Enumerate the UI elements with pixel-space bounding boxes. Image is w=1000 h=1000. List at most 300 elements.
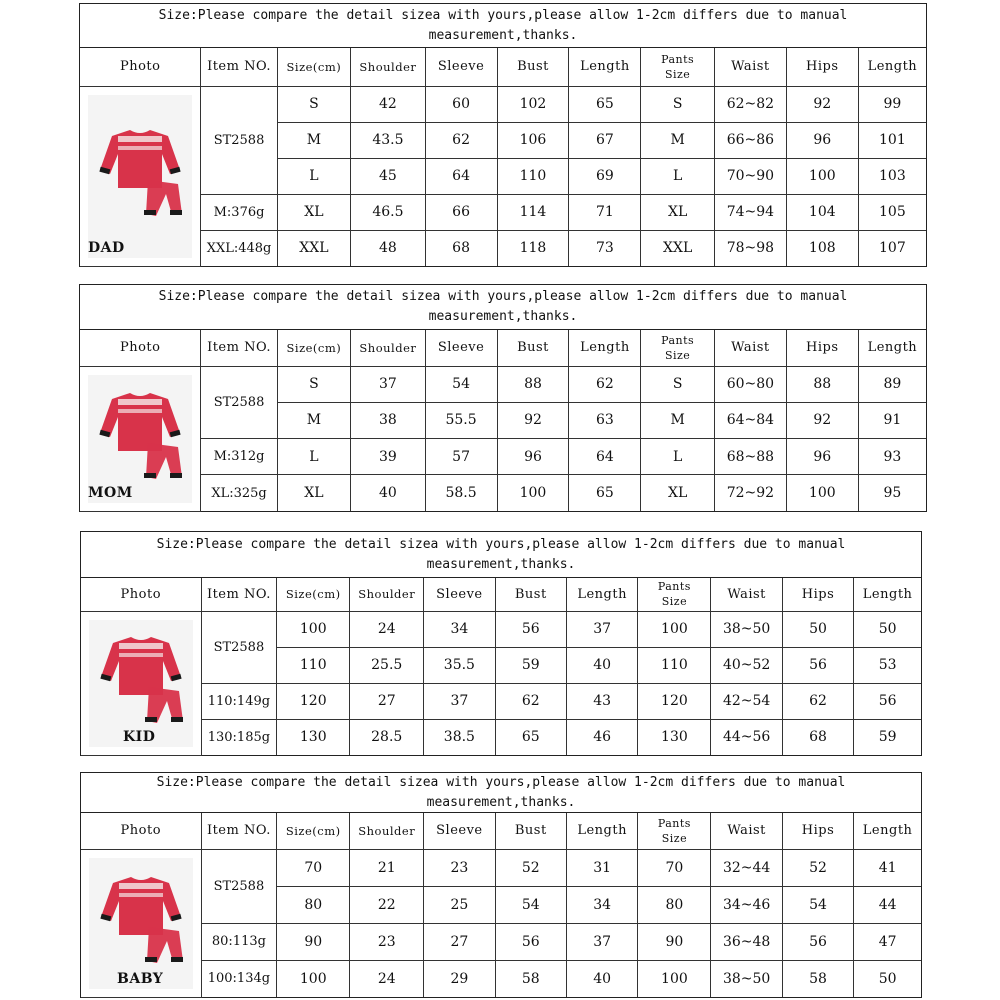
bust-value: 102	[519, 96, 547, 112]
shoulder-cell	[351, 402, 425, 438]
shoulder-cell	[351, 86, 425, 122]
weight-cell	[201, 230, 277, 266]
measurement-table	[80, 330, 926, 512]
length-cell	[566, 647, 637, 683]
waist-header-text: Waist	[727, 823, 766, 839]
weight-cell	[201, 719, 277, 755]
size-cell	[277, 719, 350, 755]
length-cell	[569, 122, 641, 158]
shoulder-cell	[350, 960, 424, 997]
shoulder-cell	[350, 719, 424, 755]
waist-value: 38~50	[722, 970, 771, 987]
pants-size-header	[641, 330, 715, 366]
waist-cell	[711, 923, 782, 960]
waist-cell	[711, 611, 782, 647]
weight-value: M:376g	[213, 204, 265, 220]
length-header	[566, 813, 637, 849]
pants-length-value: 105	[879, 204, 906, 220]
length-value: 69	[595, 168, 614, 184]
length-value: 73	[595, 240, 614, 257]
hips-cell	[786, 475, 858, 511]
bust-header	[495, 813, 566, 849]
pants-size-cell	[638, 886, 711, 923]
length-cell	[566, 719, 637, 755]
photo-header-text: Photo	[119, 340, 161, 356]
shoulder-value: 37	[378, 376, 397, 393]
length-header-text: Length	[577, 586, 627, 602]
length-cell	[566, 611, 637, 647]
pants-size-cell	[641, 230, 715, 266]
waist-cell	[714, 366, 786, 402]
table-row	[80, 366, 926, 402]
sleeve-cell	[425, 402, 497, 438]
shoulder-header-text: Shoulder	[358, 587, 416, 602]
pants-length-cell	[854, 719, 921, 755]
waist-cell	[711, 719, 782, 755]
photo-header-text: Photo	[119, 59, 161, 75]
shoulder-value: 23	[377, 933, 396, 950]
size-cell	[277, 923, 350, 960]
size-value: XXL	[299, 240, 329, 257]
pants-length-header	[854, 813, 921, 849]
sleeve-cell	[424, 611, 495, 647]
bust-cell	[495, 683, 566, 719]
pants-length-cell	[858, 194, 926, 230]
table-row	[81, 683, 921, 719]
size-cell	[277, 683, 350, 719]
size-value: L	[309, 168, 319, 184]
size-value: L	[309, 448, 319, 465]
hips-header-text: Hips	[801, 823, 835, 839]
bust-cell	[497, 475, 569, 511]
bust-value: 114	[519, 204, 547, 220]
waist-header	[714, 330, 786, 366]
waist-header-text: Waist	[731, 59, 770, 75]
weight-cell	[201, 194, 277, 230]
size-value: M	[306, 412, 322, 429]
shoulder-value: 24	[377, 621, 396, 637]
shoulder-cell	[350, 849, 424, 886]
length-value: 40	[593, 970, 612, 987]
shoulder-value: 21	[377, 859, 396, 876]
bust-value: 110	[519, 168, 547, 184]
waist-value: 42~54	[722, 693, 771, 709]
size-cell	[277, 475, 351, 511]
shoulder-value: 45	[378, 168, 397, 184]
hips-value: 58	[809, 970, 827, 987]
sleeve-header	[425, 330, 497, 366]
photo-frame	[80, 367, 200, 511]
photo-header-text: Photo	[120, 823, 162, 839]
hips-cell	[786, 194, 858, 230]
size-header-text: Size(cm)	[285, 587, 341, 602]
size-value: 80	[304, 896, 323, 913]
bust-value: 88	[524, 376, 542, 393]
size-value: XL	[304, 204, 324, 220]
pants-length-cell	[854, 683, 921, 719]
size-table-mom	[79, 284, 927, 512]
length-cell	[566, 886, 637, 923]
hips-cell	[782, 923, 853, 960]
pants-size-header-line-1: Pants	[657, 816, 691, 830]
pants-size-cell	[638, 647, 711, 683]
shoulder-cell	[350, 923, 424, 960]
title-line-2: measurement,thanks.	[426, 556, 576, 572]
measurement-table	[81, 813, 921, 998]
size-header	[277, 578, 350, 611]
size-value: M	[306, 132, 322, 148]
hips-cell	[782, 886, 853, 923]
pants-size-value: S	[672, 96, 683, 112]
bust-value: 100	[519, 485, 547, 502]
pants-length-header-text: Length	[862, 823, 913, 839]
title-text	[157, 773, 846, 813]
size-header	[277, 330, 351, 366]
size-value: S	[309, 376, 319, 393]
photo-label: MOM	[88, 484, 133, 501]
hips-cell	[782, 683, 853, 719]
sleeve-value: 35.5	[443, 657, 475, 673]
waist-cell	[714, 122, 786, 158]
waist-value: 68~88	[726, 448, 775, 465]
hips-value: 56	[809, 933, 827, 950]
length-cell	[569, 86, 641, 122]
bust-value: 56	[521, 621, 540, 637]
hips-cell	[786, 402, 858, 438]
pants-size-header	[638, 813, 711, 849]
hips-value: 96	[813, 448, 832, 465]
pants-length-cell	[854, 849, 921, 886]
pants-size-header-line-2: Size	[661, 831, 688, 845]
item-no-header-text: Item NO.	[207, 340, 271, 356]
pants-size-value: L	[672, 448, 683, 465]
waist-value: 64~84	[726, 412, 775, 429]
length-value: 62	[595, 376, 614, 393]
length-cell	[569, 439, 641, 475]
waist-cell	[714, 475, 786, 511]
hips-value: 100	[808, 168, 836, 184]
title-line-1: Size:Please compare the detail sizea with yours,please allow 1-2cm differs due to manual	[158, 289, 848, 304]
pants-size-value: 110	[661, 657, 688, 673]
pants-size-value: 100	[661, 970, 688, 987]
weight-cell	[201, 923, 277, 960]
pants-length-value: 50	[878, 621, 897, 637]
pants-length-cell	[858, 402, 926, 438]
hips-cell	[782, 960, 853, 997]
shoulder-cell	[351, 366, 425, 402]
pants-length-value: 41	[878, 859, 897, 876]
length-header-text: Length	[577, 823, 627, 839]
title-line-1: Size:Please compare the detail sizea with yours,please allow 1-2cm differs due to manual	[156, 774, 846, 790]
size-value: 120	[299, 693, 327, 709]
table-title	[81, 532, 921, 578]
waist-value: 62~82	[726, 96, 775, 112]
shoulder-cell	[351, 194, 425, 230]
header-row	[81, 813, 921, 849]
product-photo	[80, 86, 201, 266]
hips-header	[786, 48, 858, 86]
photo-header	[80, 48, 201, 86]
pants-size-cell	[641, 439, 715, 475]
sleeve-value: 34	[450, 621, 469, 637]
sleeve-value: 57	[452, 448, 470, 465]
size-value: XL	[304, 485, 324, 502]
shoulder-header-text: Shoulder	[359, 340, 417, 355]
pants-length-header	[854, 578, 921, 611]
size-header-text: Size(cm)	[286, 59, 342, 74]
pants-size-cell	[641, 194, 715, 230]
weight-value: 80:113g	[211, 934, 266, 949]
pants-length-cell	[858, 122, 926, 158]
sleeve-value: 64	[452, 168, 470, 184]
sleeve-value: 38.5	[443, 729, 475, 746]
length-value: 63	[595, 412, 614, 429]
sleeve-cell	[425, 475, 497, 511]
size-value: S	[309, 96, 319, 112]
photo-frame	[81, 612, 201, 755]
bust-cell	[497, 194, 569, 230]
length-cell	[569, 475, 641, 511]
sleeve-value: 60	[452, 96, 470, 112]
pants-size-header-line-1: Pants	[657, 580, 691, 594]
sleeve-value: 58.5	[445, 485, 477, 502]
size-header	[277, 813, 350, 849]
photo-header	[81, 578, 201, 611]
size-cell	[277, 366, 351, 402]
shoulder-header-text: Shoulder	[358, 823, 416, 838]
waist-cell	[711, 849, 782, 886]
sleeve-header-text: Sleeve	[436, 823, 483, 839]
title-line-1: Size:Please compare the detail sizea with yours,please allow 1-2cm differs due to manual	[158, 7, 848, 23]
pants-size-header-line-2: Size	[664, 67, 691, 81]
size-value: 70	[304, 859, 323, 876]
sleeve-header	[424, 813, 495, 849]
waist-cell	[714, 194, 786, 230]
table-row	[80, 230, 926, 266]
pants-length-value: 107	[879, 240, 906, 257]
sleeve-cell	[425, 158, 497, 194]
hips-value: 62	[809, 693, 827, 709]
length-cell	[566, 923, 637, 960]
shoulder-value: 40	[378, 485, 397, 502]
hips-header-text: Hips	[806, 59, 839, 75]
shoulder-value: 48	[378, 240, 397, 257]
table-row	[80, 439, 926, 475]
pants-length-cell	[858, 86, 926, 122]
hips-header-text: Hips	[806, 340, 839, 356]
sleeve-cell	[425, 194, 497, 230]
length-header-text: Length	[580, 59, 630, 75]
weight-value: 110:149g	[207, 693, 271, 709]
length-value: 40	[593, 657, 612, 673]
sleeve-cell	[425, 230, 497, 266]
sleeve-header-text: Sleeve	[436, 586, 483, 602]
photo-label: KID	[123, 728, 156, 745]
pants-size-header	[638, 578, 711, 611]
size-cell	[277, 86, 351, 122]
length-cell	[569, 402, 641, 438]
pants-size-cell	[638, 683, 711, 719]
shoulder-header-text: Shoulder	[359, 59, 417, 74]
bust-cell	[497, 122, 569, 158]
shoulder-cell	[350, 611, 424, 647]
size-table-kid	[80, 531, 922, 756]
waist-cell	[711, 960, 782, 997]
weight-value: XL:325g	[211, 485, 267, 501]
item-code: ST2588	[213, 878, 265, 894]
shoulder-cell	[351, 158, 425, 194]
item-no-header-text: Item NO.	[206, 586, 271, 602]
sleeve-value: 66	[452, 204, 470, 220]
length-value: 64	[595, 448, 614, 465]
pants-length-cell	[854, 923, 921, 960]
length-value: 71	[595, 204, 614, 220]
waist-value: 34~46	[722, 896, 771, 913]
photo-label: DAD	[88, 239, 125, 256]
bust-header-text: Bust	[517, 59, 549, 75]
hips-cell	[786, 158, 858, 194]
bust-cell	[495, 647, 566, 683]
title-text	[159, 287, 848, 327]
item-code: ST2588	[213, 132, 265, 148]
waist-cell	[714, 402, 786, 438]
length-value: 31	[593, 859, 612, 876]
bust-value: 59	[521, 657, 540, 673]
bust-value: 118	[519, 240, 547, 257]
length-header	[569, 330, 641, 366]
item-code: ST2588	[213, 394, 265, 410]
sleeve-value: 29	[450, 970, 469, 987]
sleeve-header	[425, 48, 497, 86]
bust-cell	[495, 960, 566, 997]
sleeve-value: 23	[450, 859, 469, 876]
pants-size-header-line-1: Pants	[661, 333, 695, 347]
hips-value: 108	[808, 240, 836, 257]
length-cell	[569, 366, 641, 402]
item-code-cell	[201, 86, 277, 194]
size-value: 100	[299, 621, 327, 637]
header-row	[81, 578, 921, 611]
pants-length-value: 53	[878, 657, 897, 673]
hips-value: 92	[813, 412, 832, 429]
pants-length-header-text: Length	[867, 340, 918, 356]
length-cell	[569, 158, 641, 194]
bust-header-text: Bust	[514, 823, 547, 839]
weight-cell	[201, 439, 277, 475]
pants-size-cell	[641, 86, 715, 122]
pants-size-value: 130	[661, 729, 688, 746]
pants-length-header	[858, 48, 926, 86]
item-no-header-text: Item NO.	[207, 59, 271, 75]
shoulder-value: 28.5	[371, 729, 403, 746]
table-title	[81, 773, 921, 813]
waist-value: 36~48	[722, 933, 771, 950]
size-cell	[277, 402, 351, 438]
pants-size-value: 90	[665, 933, 684, 950]
waist-value: 78~98	[726, 240, 775, 257]
size-table-baby	[80, 772, 922, 998]
shoulder-value: 46.5	[372, 204, 404, 220]
pants-size-cell	[641, 366, 715, 402]
shoulder-value: 25.5	[371, 657, 403, 673]
bust-value: 65	[521, 729, 540, 746]
waist-cell	[711, 886, 782, 923]
hips-cell	[786, 122, 858, 158]
sleeve-cell	[424, 923, 495, 960]
waist-cell	[714, 158, 786, 194]
sleeve-cell	[424, 886, 495, 923]
pants-length-header-text: Length	[867, 59, 918, 75]
shoulder-cell	[351, 230, 425, 266]
sleeve-value: 27	[450, 933, 469, 950]
pants-length-cell	[858, 439, 926, 475]
pants-length-cell	[854, 886, 921, 923]
waist-value: 72~92	[726, 485, 775, 502]
sleeve-cell	[424, 849, 495, 886]
pants-length-value: 91	[883, 412, 902, 429]
photo-label: BABY	[117, 970, 164, 987]
pants-length-cell	[858, 475, 926, 511]
pants-length-header-text: Length	[862, 586, 913, 602]
pants-size-cell	[638, 923, 711, 960]
sleeve-value: 55.5	[445, 412, 477, 429]
pants-length-value: 99	[883, 96, 902, 112]
bust-value: 92	[524, 412, 542, 429]
title-text	[157, 535, 846, 575]
pants-size-value: L	[672, 168, 683, 184]
measurement-table	[81, 578, 921, 756]
pants-length-value: 44	[878, 896, 897, 913]
waist-header-text: Waist	[731, 340, 770, 356]
sleeve-cell	[424, 683, 495, 719]
waist-value: 32~44	[722, 859, 771, 876]
bust-header-text: Bust	[514, 586, 547, 602]
shoulder-value: 38	[378, 412, 397, 429]
pants-length-cell	[854, 611, 921, 647]
weight-cell	[201, 475, 277, 511]
pants-size-value: 80	[665, 896, 684, 913]
size-cell	[277, 439, 351, 475]
length-value: 46	[593, 729, 612, 746]
size-cell	[277, 122, 351, 158]
waist-cell	[714, 439, 786, 475]
shoulder-value: 24	[377, 970, 396, 987]
pants-length-value: 89	[883, 376, 902, 393]
waist-value: 38~50	[722, 621, 771, 637]
shoulder-header	[351, 48, 425, 86]
item-code: ST2588	[213, 639, 265, 655]
shoulder-value: 27	[377, 693, 396, 709]
pants-length-value: 93	[883, 448, 902, 465]
bust-value: 62	[521, 693, 540, 709]
hips-value: 92	[813, 96, 832, 112]
pants-length-cell	[854, 647, 921, 683]
shoulder-cell	[350, 886, 424, 923]
measurement-table	[80, 48, 926, 267]
size-cell	[277, 158, 351, 194]
size-header-text: Size(cm)	[285, 823, 341, 838]
size-value: 100	[299, 970, 327, 987]
pants-length-value: 56	[878, 693, 897, 709]
sleeve-value: 54	[452, 376, 470, 393]
pants-length-value: 101	[879, 132, 906, 148]
hips-header	[782, 813, 853, 849]
length-value: 43	[593, 693, 612, 709]
size-cell	[277, 230, 351, 266]
bust-cell	[497, 402, 569, 438]
hips-value: 56	[809, 657, 827, 673]
hips-value: 54	[809, 896, 827, 913]
